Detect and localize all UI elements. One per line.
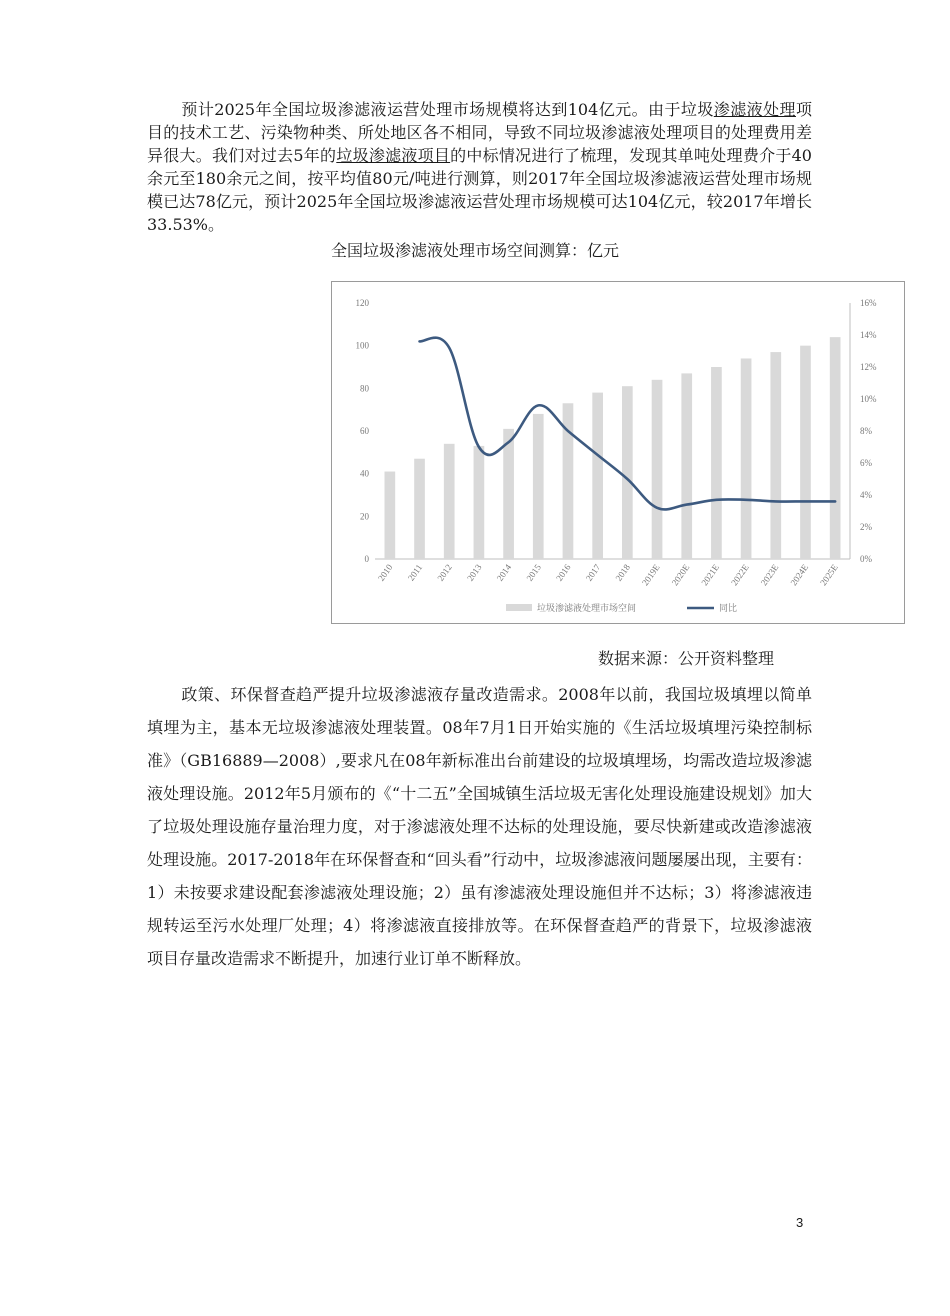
bar (741, 358, 752, 559)
y-left-tick-label: 100 (355, 340, 369, 351)
y-right-tick-label: 6% (860, 458, 872, 468)
x-tick-label: 2025E (818, 562, 840, 588)
y-left-tick-label: 0 (364, 554, 369, 564)
x-tick-label: 2010 (375, 562, 395, 583)
legend-swatch-bar (506, 604, 532, 611)
x-tick-label: 2022E (729, 562, 751, 588)
bar (652, 380, 663, 559)
link-leachate-treatment[interactable]: 渗滤液处理 (713, 100, 796, 119)
x-tick-label: 2013 (465, 562, 484, 583)
bar (830, 337, 841, 559)
bar (503, 429, 514, 559)
x-tick-label: 2011 (405, 562, 425, 583)
y-right-tick-label: 16% (860, 298, 877, 308)
paragraph-2-text: 政策、环保督查趋严提升垃圾渗滤液存量改造需求。2008年以前，我国垃圾填埋以简单填埋为主，基本无垃圾渗滤液处理装置。08年7月1日开始实施的《生活垃圾填埋污染控制标准》（GB16889—2008）,要求凡在08年新标准出台前建设的垃圾填埋场，均需改造垃圾渗滤液处理设施。2012年5月颁布的《“十二五”全国城镇生活垃圾无害化处理设施建设规划》加大了垃圾处理设施存量治理力度，对于渗滤液处理不达标的处理设施，要尽快新建或改造渗滤液处理设施。2017-2018年在环保督查和“回头看”行动中，垃圾渗滤液问题屡屡出现，主要有：1）未按要求建设配套渗滤液处理设施；2）虽有渗滤液处理设施但并不达标；3）将渗滤液违规转运至污水处理厂处理；4）将渗滤液直接排放等。在环保督查趋严的背景下，垃圾渗滤液项目存量改造需求不断提升，加速行业订单不断释放。 (147, 685, 812, 968)
paragraph-1 (147, 98, 812, 236)
y-right-tick-label: 14% (860, 330, 877, 340)
x-tick-label: 2023E (758, 562, 781, 588)
y-left-tick-label: 80 (360, 383, 369, 394)
y-left-tick-label: 40 (360, 468, 369, 479)
y-right-tick-label: 4% (860, 490, 872, 500)
legend-label-line: 同比 (719, 604, 738, 614)
paragraph-1-text-1: 预计2025年全国垃圾渗滤液运营处理市场规模将达到104亿元。由于垃圾 (181, 100, 714, 119)
bar (681, 373, 692, 559)
bar (474, 446, 485, 559)
x-tick-label: 2016 (554, 562, 573, 583)
x-tick-label: 2014 (494, 562, 514, 583)
paragraph-1-text-3: 的中标情况进行了梳理，发现其单吨处理费介于40余元至180余元之间，按平均值80元/吨进行测算，则2017年全国垃圾渗滤液运营处理市场规模已达78亿元，预计2025年全国垃圾渗滤液运营处理市场规模可达104亿元，较2017年增长33.53%。 (147, 146, 812, 234)
paragraph-2 (147, 678, 812, 975)
chart-title: 全国垃圾渗滤液处理市场空间测算：亿元 (330, 241, 619, 260)
y-right-tick-label: 12% (860, 362, 877, 372)
bar (592, 393, 603, 559)
bar (414, 459, 425, 559)
y-right-tick-label: 10% (860, 394, 877, 404)
bar (533, 414, 544, 559)
legend-label-bar: 垃圾渗滤液处理市场空间 (537, 604, 637, 614)
y-right-tick-label: 2% (860, 522, 872, 532)
bar (770, 352, 781, 559)
bar (711, 367, 722, 559)
y-right-tick-label: 8% (860, 426, 872, 436)
y-right-tick-label: 0% (860, 554, 872, 564)
x-tick-label: 2012 (435, 562, 454, 583)
y-left-tick-label: 60 (360, 426, 369, 436)
link-leachate-project[interactable]: 垃圾渗滤液项目 (336, 146, 451, 165)
x-tick-label: 2018 (613, 562, 632, 583)
x-tick-label: 2024E (788, 562, 811, 588)
bar (622, 386, 633, 559)
x-tick-label: 2020E (669, 562, 692, 588)
page-number: 3 (796, 1215, 804, 1230)
y-left-tick-label: 120 (355, 298, 369, 308)
x-tick-label: 2019E (639, 562, 662, 588)
x-tick-label: 2015 (524, 562, 543, 583)
bar (444, 444, 455, 559)
chart-container (331, 281, 905, 624)
bar (385, 472, 396, 559)
bar (800, 346, 811, 559)
chart-svg (332, 282, 904, 623)
paragraph-1-text-2: 项目的技术工艺、污染物种类、所处地区各不相同，导致不同垃圾渗滤液处理项目的处理费用差异很大。我们对过去5年的 (147, 100, 812, 165)
x-tick-label: 2021E (699, 562, 722, 588)
data-source: 数据来源：公开资料整理 (598, 649, 775, 668)
y-left-tick-label: 20 (360, 511, 369, 522)
x-tick-label: 2017 (583, 562, 603, 583)
